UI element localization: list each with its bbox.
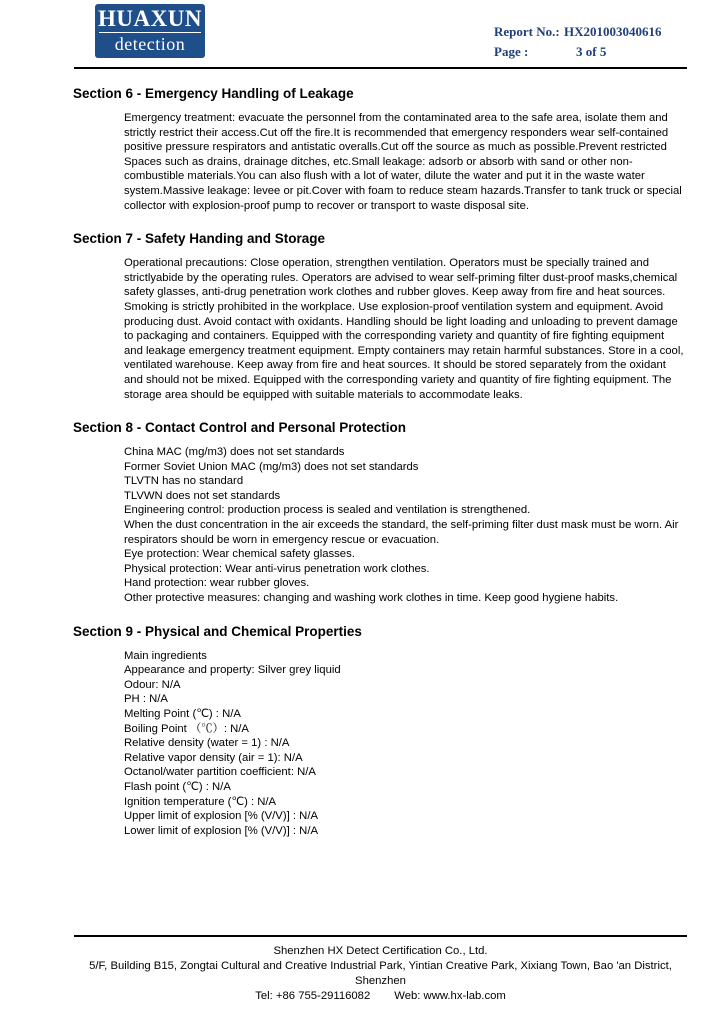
section-9-line: Octanol/water partition coefficient: N/A	[124, 766, 316, 779]
footer-divider	[74, 935, 687, 937]
section-9-line: Relative density (water = 1) : N/A	[124, 737, 290, 750]
report-number-label: Report No.:	[494, 24, 560, 39]
footer-contact	[74, 989, 687, 1004]
header-divider	[74, 67, 687, 69]
section-8-line: When the dust concentration in the air exceeds the standard, the self-priming filter dust mask must be worn. Air respirators should be worn in emergency rescue or evacuation.	[124, 519, 679, 546]
section-9-line: Appearance and property: Silver grey liquid	[124, 664, 341, 677]
report-info	[494, 22, 662, 62]
document-body	[73, 86, 693, 856]
company-logo	[95, 4, 205, 58]
section-8-line: Eye protection: Wear chemical safety glasses.	[124, 548, 355, 561]
section-7-title: Section 7 - Safety Handing and Storage	[73, 231, 326, 247]
report-number-value: HX201003040616	[564, 24, 662, 39]
section-7	[73, 231, 693, 402]
logo-divider	[99, 32, 201, 33]
section-7-body	[124, 256, 686, 402]
section-9-line: PH : N/A	[124, 693, 168, 706]
section-8	[73, 420, 693, 606]
section-8-line: TLVTN has no standard	[124, 475, 244, 488]
report-number-row	[494, 22, 662, 42]
section-9-line: Flash point (℃) : N/A	[124, 780, 231, 793]
page-label: Page :	[494, 44, 529, 59]
section-9-line: Boiling Point （℃）: N/A	[124, 722, 249, 735]
section-7-text: Operational precautions: Close operation, strengthen ventilation. Operators must be specially trained and strictlyabide by the operating rules. Operators are advised to wear self-priming filter dust-proof masks,chemical safety glasses, anti-drug penetration work clothes and rubber gloves. Keep away from fire and heat sources. Smoking is strictly prohibited in the workplace. Use explosion-proof ventilation system and equipment. Avoid producing dust. Avoid contact with oxidants. Handling should be light loading and unloading to prevent damage to packaging and containers. Equipped with the corresponding variety and quantity of fire fighting equipment and leakage emergency treatment equipment. Empty containers may retain harmful substances. Store in a cool, ventilated warehouse. Keep away from fire and heat sources. It should be stored separately from the oxidant and should not be mixed. Equipped with the corresponding variety and quantity of fire fighting equipment. The storage area should be equipped with suitable materials to accommodate leaks.	[124, 257, 684, 401]
section-9-line: Ignition temperature (℃) : N/A	[124, 795, 277, 808]
section-8-line: China MAC (mg/m3) does not set standards	[124, 446, 345, 459]
section-8-line: Other protective measures: changing and washing work clothes in time. Keep good hygiene habits.	[124, 592, 619, 605]
section-8-line: TLVWN does not set standards	[124, 489, 281, 502]
logo-text-huaxun: HUAXUN	[98, 6, 202, 31]
footer-company: Shenzhen HX Detect Certification Co., Ltd.	[273, 945, 488, 957]
section-8-line: Hand protection: wear rubber gloves.	[124, 577, 310, 590]
section-6	[73, 86, 693, 213]
section-9-line: Odour: N/A	[124, 678, 181, 691]
logo-text-detection: detection	[114, 34, 186, 54]
section-9-body	[124, 649, 686, 839]
footer-web: Web: www.hx-lab.com	[394, 990, 506, 1002]
section-9	[73, 624, 693, 839]
section-9-title: Section 9 - Physical and Chemical Properties	[73, 623, 362, 639]
page-value: 3 of 5	[576, 44, 607, 59]
page-row	[494, 42, 662, 62]
page-footer	[74, 944, 687, 1004]
section-8-line: Physical protection: Wear anti-virus penetration work clothes.	[124, 562, 430, 575]
footer-address: 5/F, Building B15, Zongtai Cultural and Creative Industrial Park, Yintian Creative Park, Xixiang Town, Bao 'an District, Shenzhen	[89, 960, 672, 987]
section-9-line: Lower limit of explosion [% (V/V)] : N/A	[124, 824, 318, 837]
section-9-line: Main ingredients	[124, 649, 207, 662]
section-8-title: Section 8 - Contact Control and Personal Protection	[73, 420, 407, 436]
section-8-line: Former Soviet Union MAC (mg/m3) does not set standards	[124, 460, 419, 473]
section-6-body	[124, 111, 686, 213]
section-6-text: Emergency treatment: evacuate the personnel from the contaminated area to the safe area, isolate them and strictly restrict their access.Cut off the fire.It is recommended that emergency responders wear self-contained positive pressure respirators and antistatic overalls.Cut off the source as much as possible.Prevent restricted Spaces such as drains, drainage ditches, etc.Small leakage: adsorb or absorb with sand or other non-combustible materials.You can also flush with a lot of water, dilute the water and put it in the waste water system.Massive leakage: levee or pit.Cover with foam to reduce steam hazards.Transfer to tank truck or special collector with explosion-proof pump to recover or transport to waste disposal site.	[124, 112, 682, 212]
section-8-body	[124, 445, 686, 606]
section-9-line: Upper limit of explosion [% (V/V)] : N/A	[124, 810, 318, 823]
section-8-line: Engineering control: production process is sealed and ventilation is strengthened.	[124, 504, 531, 517]
section-9-line: Relative vapor density (air = 1): N/A	[124, 751, 303, 764]
section-6-title: Section 6 - Emergency Handling of Leakage	[73, 86, 354, 101]
footer-tel: Tel: +86 755-29116082	[255, 990, 371, 1002]
section-9-line: Melting Point (℃) : N/A	[124, 708, 241, 720]
